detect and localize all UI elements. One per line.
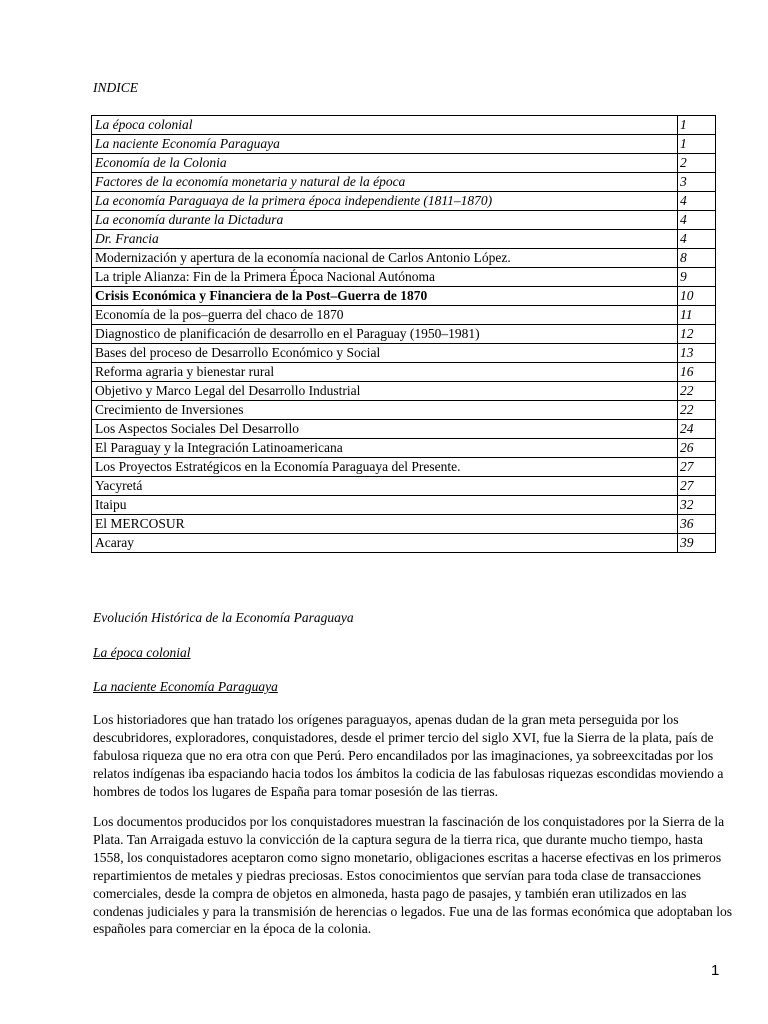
toc-entry-title: Factores de la economía monetaria y natural de la época <box>92 173 678 192</box>
toc-entry-page: 36 <box>678 515 716 534</box>
toc-row <box>92 458 716 477</box>
paragraph-1: Los historiadores que han tratado los orígenes paraguayos, apenas dudan de la gran meta perseguida por los descubridores, exploradores, conquistadores, desde el primer tercio del siglo XVI, fue la Sierra de la plata, país de fabulosa riqueza que no era otra con que Perú. Pero encandilados por las imaginaciones, ya sobreexcitadas por los relatos indígenas iba espaciando hacia todos los ámbitos la codicia de las fabulosas riquezas escondidas moviendo a hombres de todos los lugares de España para tomar posesión de las tierras. <box>93 712 724 799</box>
indice-title: INDICE <box>93 80 138 95</box>
toc-entry-page: 27 <box>678 458 716 477</box>
toc-entry-page: 24 <box>678 420 716 439</box>
toc-entry-page: 13 <box>678 344 716 363</box>
toc-entry-page: 9 <box>678 268 716 287</box>
toc-row <box>92 382 716 401</box>
toc-row <box>92 401 716 420</box>
toc-row <box>92 211 716 230</box>
section-heading-naciente: La naciente Economía Paraguaya <box>93 679 278 694</box>
toc-entry-page: 39 <box>678 534 716 553</box>
toc-entry-title: Objetivo y Marco Legal del Desarrollo Industrial <box>92 382 678 401</box>
toc-row <box>92 325 716 344</box>
toc-entry-title: La economía durante la Dictadura <box>92 211 678 230</box>
toc-entry-title: Yacyretá <box>92 477 678 496</box>
toc-entry-title: Crisis Económica y Financiera de la Post–Guerra de 1870 <box>92 287 678 306</box>
page-number: 1 <box>711 962 720 979</box>
toc-row <box>92 249 716 268</box>
toc-entry-title: El MERCOSUR <box>92 515 678 534</box>
toc-row <box>92 268 716 287</box>
toc-body <box>92 116 716 553</box>
toc-row <box>92 192 716 211</box>
toc-entry-page: 4 <box>678 211 716 230</box>
toc-entry-title: Reforma agraria y bienestar rural <box>92 363 678 382</box>
toc-row <box>92 496 716 515</box>
toc-entry-page: 4 <box>678 230 716 249</box>
toc-entry-page: 16 <box>678 363 716 382</box>
toc-row <box>92 306 716 325</box>
toc-entry-title: La triple Alianza: Fin de la Primera Época Nacional Autónoma <box>92 268 678 287</box>
toc-row <box>92 287 716 306</box>
toc-entry-page: 22 <box>678 401 716 420</box>
toc-row <box>92 363 716 382</box>
toc-row <box>92 420 716 439</box>
toc-row <box>92 477 716 496</box>
toc-row <box>92 230 716 249</box>
toc-row <box>92 173 716 192</box>
toc-row <box>92 116 716 135</box>
section-heading-main: Evolución Histórica de la Economía Paraguaya <box>93 610 354 625</box>
toc-entry-page: 10 <box>678 287 716 306</box>
toc-entry-page: 26 <box>678 439 716 458</box>
toc-entry-title: Economía de la Colonia <box>92 154 678 173</box>
toc-row <box>92 534 716 553</box>
toc-entry-title: El Paraguay y la Integración Latinoamericana <box>92 439 678 458</box>
toc-entry-page: 3 <box>678 173 716 192</box>
toc-entry-title: La economía Paraguaya de la primera época independiente (1811–1870) <box>92 192 678 211</box>
toc-entry-page: 4 <box>678 192 716 211</box>
toc-entry-title: Los Aspectos Sociales Del Desarrollo <box>92 420 678 439</box>
toc-entry-title: Diagnostico de planificación de desarrollo en el Paraguay (1950–1981) <box>92 325 678 344</box>
toc-entry-page: 1 <box>678 135 716 154</box>
toc-entry-page: 11 <box>678 306 716 325</box>
toc-entry-title: Bases del proceso de Desarrollo Económico y Social <box>92 344 678 363</box>
toc-row <box>92 135 716 154</box>
toc-entry-title: Itaipu <box>92 496 678 515</box>
toc-entry-page: 1 <box>678 116 716 135</box>
toc-row <box>92 344 716 363</box>
toc-row <box>92 439 716 458</box>
toc-entry-title: Los Proyectos Estratégicos en la Economía Paraguaya del Presente. <box>92 458 678 477</box>
toc-entry-page: 22 <box>678 382 716 401</box>
toc-entry-page: 12 <box>678 325 716 344</box>
toc-entry-title: Crecimiento de Inversiones <box>92 401 678 420</box>
toc-entry-title: Dr. Francia <box>92 230 678 249</box>
paragraph-2: Los documentos producidos por los conquistadores muestran la fascinación de los conquistadores por la Sierra de la Plata. Tan Arraigada estuvo la convicción de la captura segura de la tierra rica, que durante mucho tiempo, hasta 1558, los conquistadores aceptaron como signo monetario, obligaciones escritas a hacerse efectivas en los primeros repartimientos de metales y piedras preciosas. Estos conocimientos que servían para toda clase de transacciones comerciales, desde la compra de objetos en almoneda, hasta pago de pasajes, y también eran utilizados en las condenas judiciales y para la transmisión de herencias o legados. Fue una de las formas económica que adoptaban los españoles para comerciar en la época de la colonia. <box>93 814 733 937</box>
toc-entry-title: Modernización y apertura de la economía nacional de Carlos Antonio López. <box>92 249 678 268</box>
toc-row <box>92 515 716 534</box>
toc-entry-page: 32 <box>678 496 716 515</box>
toc-entry-title: Acaray <box>92 534 678 553</box>
toc-entry-page: 27 <box>678 477 716 496</box>
toc-row <box>92 154 716 173</box>
table-of-contents <box>91 115 716 553</box>
toc-entry-title: La época colonial <box>92 116 678 135</box>
toc-entry-title: La naciente Economía Paraguaya <box>92 135 678 154</box>
toc-entry-page: 8 <box>678 249 716 268</box>
toc-entry-title: Economía de la pos–guerra del chaco de 1870 <box>92 306 678 325</box>
section-heading-colonial: La época colonial <box>93 645 191 660</box>
toc-entry-page: 2 <box>678 154 716 173</box>
